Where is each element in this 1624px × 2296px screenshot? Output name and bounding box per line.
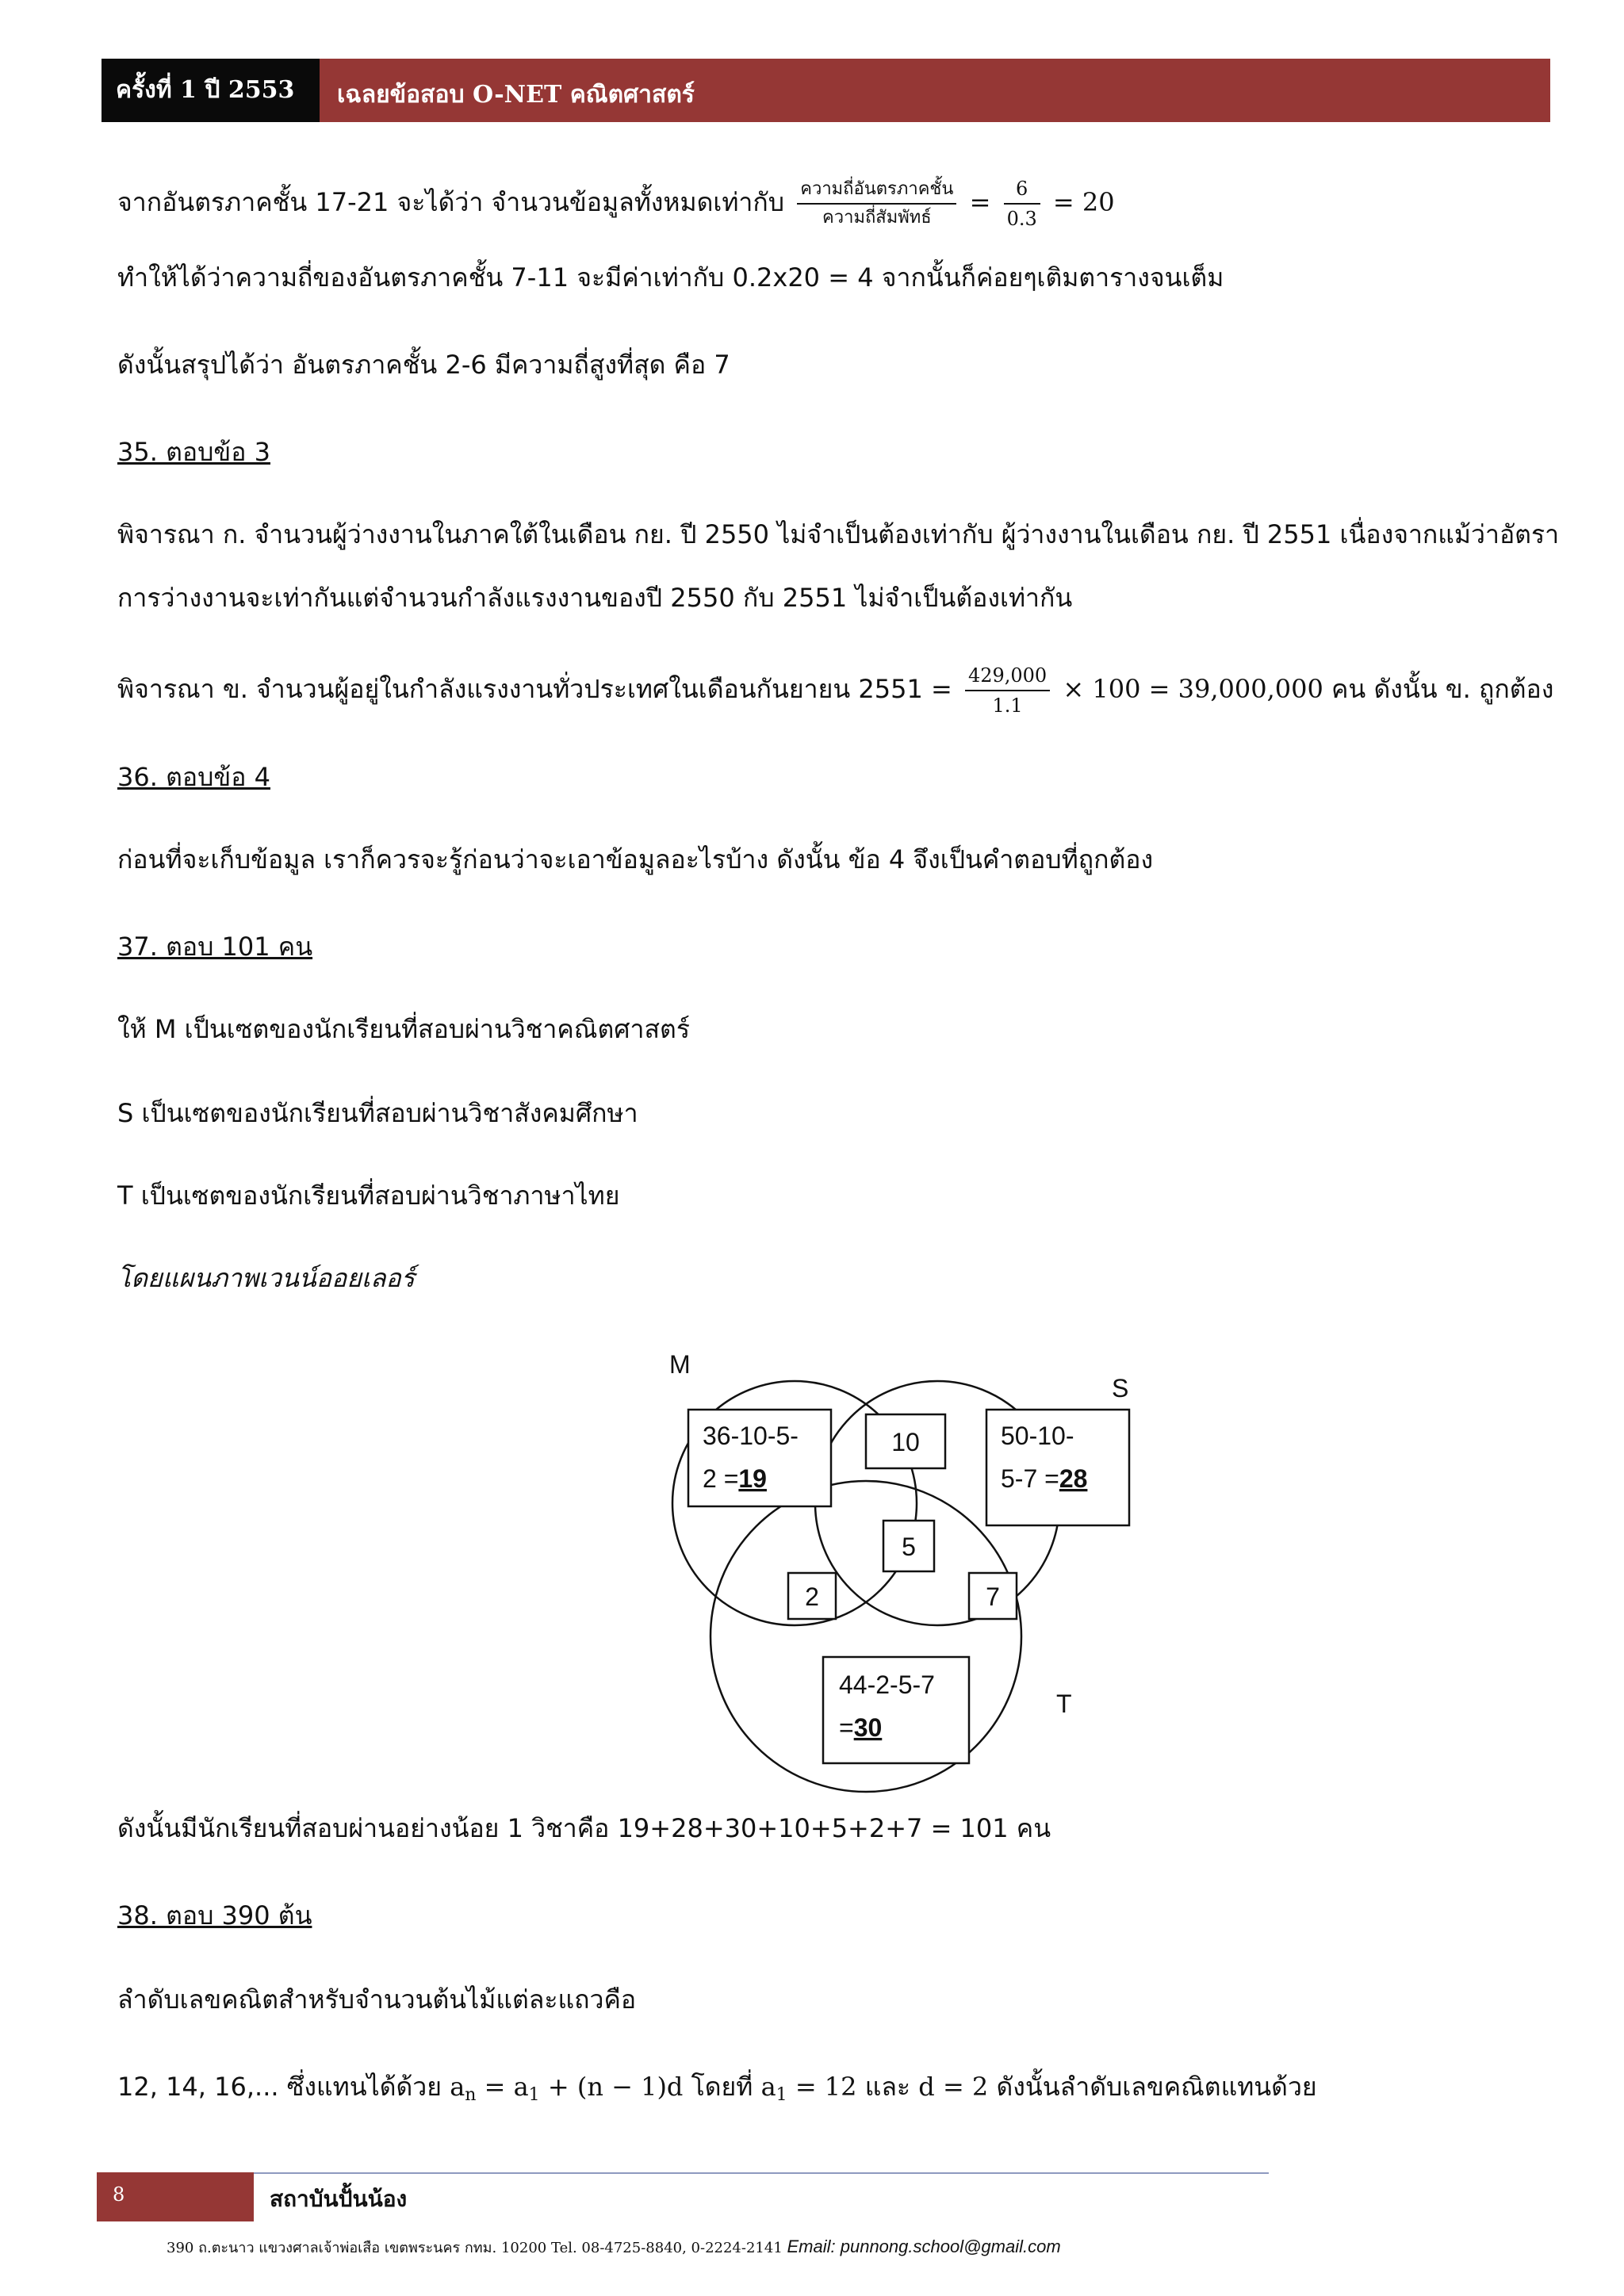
paragraph-text: คน ดังนั้น ข. ถูกต้อง — [1323, 674, 1554, 704]
answer-heading-36: 36. ตอบข้อ 4 — [117, 762, 270, 792]
footer-divider — [254, 2172, 1269, 2174]
fraction-numerator: 6 — [1004, 176, 1040, 205]
paragraph-text: และ — [856, 2072, 919, 2102]
value-s-t: 7 — [986, 1582, 1000, 1611]
first-term: $a_1 = 12$ — [760, 2072, 857, 2105]
paragraph-text: โดยที่ — [683, 2072, 761, 2102]
answer-heading-35: 35. ตอบข้อ 3 — [117, 437, 270, 467]
s-only-line1: 50-10- — [1001, 1422, 1074, 1450]
math-expression: × 100 = 39,000,000 — [1063, 674, 1323, 704]
m-only-line2: 2 =19 — [703, 1464, 767, 1493]
paragraph-text: 12, 14, 16,... ซึ่งแทนได้ด้วย — [117, 2072, 450, 2102]
fraction-denominator: ความถี่สัมพัทธ์ — [822, 208, 932, 228]
labor-fraction — [965, 663, 1050, 718]
m-only-line1: 36-10-5- — [703, 1422, 799, 1450]
paragraph: พิจารณา ก. จำนวนผู้ว่างงานในภาคใต้ในเดือน กย. ปี 2550 ไม่จำเป็นต้องเท่ากับ ผู้ว่างงานในเดือน กย. ปี 2551 เนื่องจากแม้ว่าอัตรา — [117, 519, 1560, 549]
value-fraction — [1004, 176, 1040, 232]
paragraph-total-data — [117, 176, 1115, 232]
common-difference: d = 2 — [918, 2072, 989, 2102]
paragraph: ดังนั้นสรุปได้ว่า อันตรภาคชั้น 2-6 มีความถี่สูงที่สุด คือ 7 — [117, 350, 730, 380]
fraction-denominator: 0.3 — [1006, 208, 1037, 230]
answer-heading-38: 38. ตอบ 390 ต้น — [117, 1900, 312, 1931]
venn-diagram — [650, 1332, 1158, 1823]
frequency-fraction — [797, 178, 956, 230]
paragraph: ทำให้ได้ว่าความถี่ของอันตรภาคชั้น 7-11 จะมีค่าเท่ากับ 0.2x20 = 4 จากนั้นก็ค่อยๆเติมตารางจนเต็ม — [117, 262, 1224, 293]
paragraph-labor-force — [117, 663, 1553, 718]
value-m-s-t: 5 — [902, 1533, 916, 1561]
value-m-s: 10 — [891, 1428, 920, 1456]
label-t: T — [1056, 1689, 1072, 1718]
header-session: ครั้งที่ 1 ปี 2553 — [102, 59, 320, 122]
paragraph-text: พิจารณา ข. จำนวนผู้อยู่ในกำลังแรงงานทั่วประเทศในเดือนกันยายน 2551 = — [117, 674, 952, 704]
paragraph-text: จากอันตรภาคชั้น 17-21 จะได้ว่า จำนวนข้อมูลทั้งหมดเท่ากับ — [117, 187, 785, 217]
paragraph: การว่างงานจะเท่ากันแต่จำนวนกำลังแรงงานของปี 2550 กับ 2551 ไม่จำเป็นต้องเท่ากัน — [117, 583, 1073, 613]
m-only-value: 19 — [738, 1464, 767, 1493]
paragraph: ดังนั้นมีนักเรียนที่สอบผ่านอย่างน้อย 1 วิชาคือ 19+28+30+10+5+2+7 = 101 คน — [117, 1813, 1051, 1843]
label-s: S — [1112, 1374, 1129, 1402]
result: = 20 — [1052, 187, 1115, 217]
footer-address — [167, 2236, 1061, 2259]
page-number: 8 — [97, 2172, 254, 2221]
paragraph: โดยแผนภาพเวนน์ออยเลอร์ — [117, 1263, 415, 1293]
formula: $a_n = a_1 + (n - 1)d$ — [450, 2072, 684, 2105]
s-only-line2: 5-7 =28 — [1001, 1464, 1088, 1493]
paragraph-sequence — [117, 2069, 1317, 2113]
email-link[interactable]: Email: punnong.school@gmail.com — [787, 2237, 1061, 2256]
header-title: เฉลยข้อสอบ O-NET คณิตศาสตร์ — [320, 59, 1550, 122]
label-m: M — [669, 1350, 691, 1379]
paragraph: ลำดับเลขคณิตสำหรับจำนวนต้นไม้แต่ละแถวคือ — [117, 1984, 637, 2015]
fraction-numerator: 429,000 — [965, 663, 1050, 691]
paragraph: ก่อนที่จะเก็บข้อมูล เราก็ควรจะรู้ก่อนว่าจะเอาข้อมูลอะไรบ้าง ดังนั้น ข้อ 4 จึงเป็นคำตอบที่ถูกต้อง — [117, 844, 1154, 874]
t-only-value: 30 — [853, 1713, 883, 1742]
paragraph: ให้ M เป็นเซตของนักเรียนที่สอบผ่านวิชาคณิตศาสตร์ — [117, 1014, 691, 1044]
institute-name: สถาบันปั้นน้อง — [270, 2186, 408, 2212]
paragraph-text: ดังนั้นลำดับเลขคณิตแทนด้วย — [988, 2072, 1317, 2102]
s-only-value: 28 — [1059, 1464, 1088, 1493]
answer-heading-37: 37. ตอบ 101 คน — [117, 932, 313, 962]
paragraph: S เป็นเซตของนักเรียนที่สอบผ่านวิชาสังคมศึกษา — [117, 1098, 638, 1128]
paragraph: T เป็นเซตของนักเรียนที่สอบผ่านวิชาภาษาไทย — [117, 1181, 620, 1211]
t-only-line1: 44-2-5-7 — [839, 1670, 935, 1699]
equals-sign: = — [969, 187, 991, 217]
t-only-line2: =30 — [839, 1713, 883, 1742]
address-text: 390 ถ.ตะนาว แขวงศาลเจ้าพ่อเสือ เขตพระนคร กทม. 10200 Tel. 08-4725-8840, 0-2224-2141 — [167, 2240, 787, 2256]
fraction-denominator: 1.1 — [992, 695, 1023, 717]
value-m-t: 2 — [805, 1582, 819, 1611]
fraction-numerator: ความถี่อันตรภาคชั้น — [797, 178, 956, 205]
